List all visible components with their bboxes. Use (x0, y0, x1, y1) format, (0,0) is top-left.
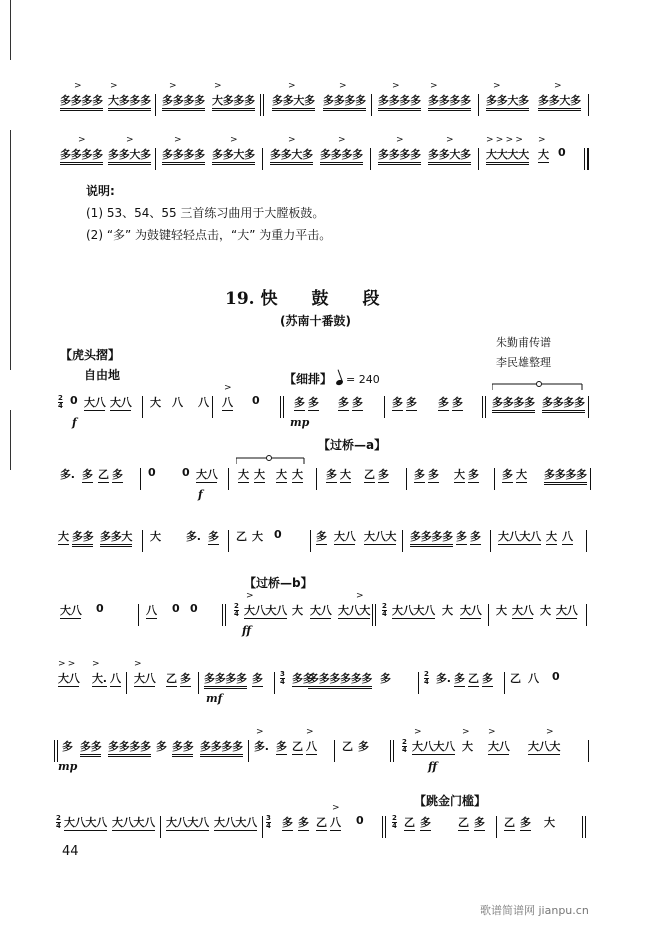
note: 多 (282, 816, 293, 829)
note: 大八 (460, 604, 482, 617)
note: 多 (420, 816, 431, 829)
note: 大 (276, 468, 287, 481)
note: > > 大八 (58, 659, 80, 685)
note-group: > > > > 大大大大 (486, 146, 529, 165)
credit-editor: 李民雄整理 (496, 356, 551, 369)
note: 多. (60, 468, 75, 481)
note: 八 (146, 604, 157, 617)
note: 大 (150, 396, 161, 409)
barline (142, 396, 143, 418)
note: 大 (150, 530, 161, 543)
note-group: > 多多多多 (162, 146, 205, 165)
tremolo-bracket (236, 452, 306, 464)
barline (588, 94, 589, 116)
rest: 0 (172, 602, 180, 615)
rest: 0 (356, 814, 364, 827)
note-group: > 多多大多 (272, 92, 315, 111)
note: 多 (474, 816, 485, 829)
note: 大 (544, 816, 555, 829)
note-group: 多多多多 (204, 670, 247, 689)
note: 乙 (166, 672, 177, 685)
note: 八 (172, 396, 183, 409)
note: > 八 (306, 727, 317, 753)
note: 乙 (458, 816, 469, 829)
barline (126, 672, 127, 694)
note: 多 (406, 396, 417, 409)
score-line-4 (0, 466, 656, 501)
barline (586, 530, 587, 552)
notes-heading: 说明: (86, 184, 115, 198)
piece-subtitle: (苏南十番鼓) (280, 314, 351, 328)
quarter-note-icon (335, 379, 343, 386)
rest: 0 (96, 602, 104, 615)
note: 多 (252, 672, 263, 685)
dynamic-mp: mp (290, 416, 310, 429)
note: 大 (58, 530, 69, 543)
barline (588, 740, 589, 762)
barline (316, 468, 317, 490)
note: 大八大八 (166, 816, 209, 829)
rest: 0 (558, 146, 566, 159)
rest: 0 (274, 528, 282, 541)
dynamic-mp: mp (58, 760, 78, 773)
barline (248, 740, 249, 762)
note-group: > 大多多多 (108, 92, 151, 111)
repeat-barline (382, 816, 383, 838)
note: 大八 (556, 604, 578, 617)
note-group: > 多多大多 (538, 92, 581, 111)
rest: 0 (70, 394, 78, 407)
note: 多 (180, 672, 191, 685)
barline (478, 148, 479, 170)
note: 多 (392, 396, 403, 409)
note-group: 多多多 (308, 670, 340, 689)
barline (262, 148, 263, 170)
time-signature: 2 4 (424, 670, 429, 686)
barline (274, 672, 275, 694)
note: 大 (238, 468, 249, 481)
note: 多 (208, 530, 219, 543)
note: 多 (82, 468, 93, 481)
score-line-2 (0, 135, 656, 176)
note-group: > 大多多多 (212, 92, 255, 111)
rest: 0 (148, 466, 156, 479)
section-label-guoqiao-a: 【过桥—a】 (318, 438, 387, 452)
note: 多 (454, 672, 465, 685)
score-line-7 (0, 659, 656, 705)
note: 多 (378, 468, 389, 481)
note: 多 (352, 396, 363, 409)
score-line-1 (0, 81, 656, 122)
watermark: 歌谱简谱网 jianpu.cn (480, 904, 589, 917)
note-group: 多多多多 (410, 528, 453, 547)
note: 乙 (504, 816, 515, 829)
barline (155, 148, 156, 170)
barline (418, 672, 419, 694)
note: 大 (546, 530, 557, 543)
barline (334, 740, 335, 762)
note-group: > 多多多多 (162, 92, 205, 111)
note: > 大 (462, 727, 473, 753)
note: 乙 (316, 816, 327, 829)
note: > 大八大 (338, 591, 371, 617)
note-group: > 多多多多 (323, 92, 366, 111)
note: 大八大 (364, 530, 397, 543)
barline (228, 530, 229, 552)
note: 多 (358, 740, 369, 753)
note-group: 多多多多 (542, 394, 585, 413)
note: > 大八 (134, 659, 156, 685)
note: 八 (110, 672, 121, 685)
note: > 大. (92, 659, 107, 685)
repeat-barline (222, 604, 223, 626)
barline (155, 94, 156, 116)
repeat-barline (54, 740, 55, 762)
barline (212, 396, 213, 418)
note-group: > 多多大多 (108, 146, 151, 165)
note: 乙 (342, 740, 353, 753)
barline (488, 604, 489, 626)
barline (496, 816, 497, 838)
time-signature: 3 4 (280, 670, 285, 686)
barline (586, 604, 587, 626)
note: 多 (156, 740, 167, 753)
barline (482, 396, 483, 418)
note: 大八大八 (498, 530, 541, 543)
note: 多 (316, 530, 327, 543)
note: 大八 (310, 604, 332, 617)
repeat-barline (260, 94, 261, 116)
barline (478, 94, 479, 116)
margin-rule (10, 0, 11, 60)
note: 八 (528, 672, 539, 685)
notes-item: (1) 53、54、55 三首练习曲用于大膛板鼓。 (86, 206, 325, 220)
barline (590, 468, 591, 490)
note-group: 多多多 (340, 670, 372, 689)
piece-title: 19. 快 鼓 段 (225, 289, 380, 309)
barline (140, 468, 141, 490)
barline (371, 94, 372, 116)
tremolo-bracket (492, 378, 584, 390)
note: 大 (516, 468, 527, 481)
note: 大八 (84, 396, 106, 409)
score-line-6 (0, 591, 656, 637)
dynamic-mf: mf (206, 692, 223, 705)
dynamic-f: f (72, 416, 77, 429)
note-group: > 多多大多 (486, 92, 529, 111)
note-group: > 多多多多 (320, 146, 363, 165)
barline (228, 468, 229, 490)
note-group: > 多多大多 (428, 146, 471, 165)
barline (310, 530, 311, 552)
note: 多 (112, 468, 123, 481)
note-group: 多多多多 (200, 738, 243, 757)
note-group: 多多多多 (108, 738, 151, 757)
note: 多 (520, 816, 531, 829)
note-group: > 多多多多 (428, 92, 471, 111)
note: 乙 (292, 740, 303, 753)
barline (160, 816, 161, 838)
note: 乙 (364, 468, 375, 481)
final-barline (584, 148, 585, 170)
tempo-marking-free: 自由地 (84, 368, 121, 382)
dynamic-ff: ff (242, 624, 252, 637)
note-group: 多多 (80, 738, 101, 757)
score-line-8 (0, 727, 656, 773)
repeat-barline (372, 604, 373, 626)
note-group: 多多多多 (544, 466, 587, 485)
note: > 大八 (488, 727, 510, 753)
note-group: 多多多多 (492, 394, 535, 413)
barline (384, 396, 385, 418)
note: 大八 (512, 604, 534, 617)
note: 多 (414, 468, 425, 481)
barline (588, 396, 589, 418)
note: 乙 (404, 816, 415, 829)
note: 多 (276, 740, 287, 753)
score-line-3 (0, 383, 656, 429)
note: 大 (292, 468, 303, 481)
barline (494, 468, 495, 490)
time-signature: 3 4 (266, 814, 271, 830)
dynamic-ff: ff (428, 760, 438, 773)
note: 大八大八 (112, 816, 155, 829)
barline (142, 530, 143, 552)
note: 大 (254, 468, 265, 481)
time-signature: 2 4 (382, 602, 387, 618)
note: 多 (502, 468, 513, 481)
note: 多多 (292, 672, 314, 685)
note: 八 (198, 396, 209, 409)
note: 大 (496, 604, 507, 617)
section-label-xipai: 【细排】 = 240 (284, 372, 380, 386)
note-group: > 多多大多 (270, 146, 313, 165)
note: 多 (338, 396, 349, 409)
note: 八 (562, 530, 573, 543)
note: 大 (292, 604, 303, 617)
note: > 八 (222, 383, 233, 409)
rest: 0 (252, 394, 260, 407)
note: 多 (380, 672, 391, 685)
credit-transmitter: 朱勤甫传谱 (496, 336, 551, 349)
note-group: > 多多大多 (212, 146, 255, 165)
note: 多 (308, 396, 319, 409)
rest: 0 (190, 602, 198, 615)
time-signature: 2 4 (58, 394, 63, 410)
note: > 八 (330, 803, 341, 829)
note: 大 (340, 468, 351, 481)
section-label-guoqiao-b: 【过桥—b】 (244, 576, 313, 590)
note-group: > 多多多多 (60, 92, 103, 111)
rest: 0 (182, 466, 190, 479)
time-signature: 2 4 (392, 814, 397, 830)
note: 多 (326, 468, 337, 481)
note: 大八大八 (392, 604, 435, 617)
section-label-tiaojinmenkan: 【跳金门槛】 (414, 794, 487, 808)
note: 多. (186, 530, 201, 543)
note: 大 (540, 604, 551, 617)
note: > 大八大 (528, 727, 561, 753)
note-group: > 多多多多 (60, 146, 103, 165)
note: > 多. (254, 727, 269, 753)
note: 大八 (110, 396, 132, 409)
repeat-barline (390, 740, 391, 762)
time-signature: 2 4 (234, 602, 239, 618)
note: 大 (454, 468, 465, 481)
score-line-9 (0, 803, 656, 844)
barline (402, 530, 403, 552)
notes-item: (2) “多” 为鼓键轻轻点击，“大” 为重力平击。 (86, 228, 332, 242)
barline (406, 468, 407, 490)
time-signature: 2 4 (402, 738, 407, 754)
time-signature: 2 4 (56, 814, 61, 830)
note: 多 (62, 740, 73, 753)
note: 大八大八 (64, 816, 107, 829)
barline (370, 148, 371, 170)
repeat-barline (582, 816, 583, 838)
note: 多 (438, 396, 449, 409)
note: > 大八大八 (244, 591, 287, 617)
note: 乙 (98, 468, 109, 481)
note: 乙 (236, 530, 247, 543)
barline (138, 604, 139, 626)
note: 多 (428, 468, 439, 481)
note: 多 (452, 396, 463, 409)
note: 大八 (334, 530, 356, 543)
note: 多 (294, 396, 305, 409)
note: > 大八大八 (412, 727, 455, 753)
note: 大八 (196, 468, 218, 481)
page-number: 44 (62, 844, 79, 859)
note: 大八 (60, 604, 82, 617)
note: 多 (456, 530, 467, 543)
barline (490, 530, 491, 552)
note-group: > 多多多多 (378, 92, 421, 111)
note: 乙 (468, 672, 479, 685)
note: 多 (298, 816, 309, 829)
section-label-hutouzhe: 【虎头摺】 (60, 348, 121, 362)
note: 多. (436, 672, 451, 685)
note: 大 (442, 604, 453, 617)
note-group: 多多 (172, 738, 193, 757)
barline (198, 672, 199, 694)
note: > 大 (538, 135, 549, 161)
score-line-5 (0, 528, 656, 558)
note: 多 (482, 672, 493, 685)
note-group: 多多大 (100, 528, 132, 547)
barline (504, 672, 505, 694)
note-group: 多多 (72, 528, 93, 547)
dynamic-f: f (198, 488, 203, 501)
barline (262, 816, 263, 838)
note: 大 (252, 530, 263, 543)
note: 多 (468, 468, 479, 481)
note: 多 (470, 530, 481, 543)
note-group: > 多多多多 (378, 146, 421, 165)
rest: 0 (552, 670, 560, 683)
note: 乙 (510, 672, 521, 685)
barline (280, 396, 281, 418)
note: 大八大八 (214, 816, 257, 829)
